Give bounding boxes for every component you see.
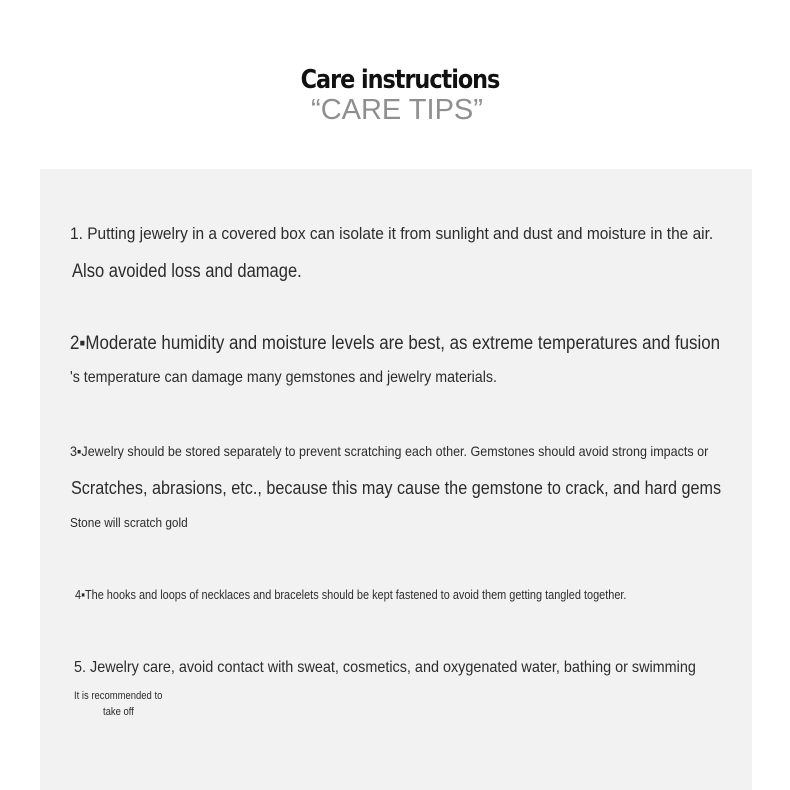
tip-1-line-1: 1. Putting jewelry in a covered box can isolate it from sunlight and dust and moisture in the air. (70, 224, 714, 243)
header (0, 0, 790, 169)
tip-5-line-3: take off (103, 706, 134, 718)
tip-3-line-3: Stone will scratch gold (70, 515, 188, 530)
tip-5-line-1: 5. Jewelry care, avoid contact with sweat, cosmetics, and oxygenated water, bathing or swimming (74, 659, 696, 676)
page-title: Care instructions (300, 65, 500, 96)
tip-3-line-2: Scratches, abrasions, etc., because this may cause the gemstone to crack, and hard gems (71, 478, 722, 498)
tip-3-line-1: 3▪Jewelry should be stored separately to prevent scratching each other. Gemstones should avoid strong impacts or (70, 443, 709, 459)
tip-2-line-2: 's temperature can damage many gemstones and jewelry materials. (70, 369, 497, 386)
page-subtitle: “CARE TIPS” (311, 94, 483, 126)
tip-1-line-2: Also avoided loss and damage. (72, 261, 302, 282)
tip-2-line-1: 2▪Moderate humidity and moisture levels are best, as extreme temperatures and fusion (70, 333, 721, 354)
tip-4-line-1: 4▪The hooks and loops of necklaces and bracelets should be kept fastened to avoid them getting tangled together. (75, 587, 627, 602)
tip-5-line-2: It is recommended to (74, 690, 163, 702)
